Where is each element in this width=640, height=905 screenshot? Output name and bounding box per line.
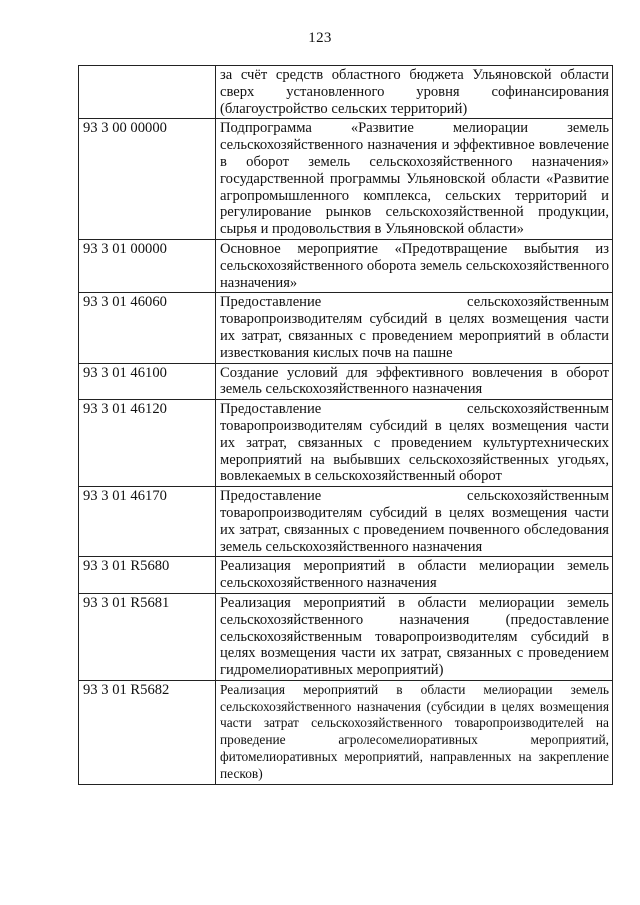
table-row (79, 487, 613, 557)
table-row (79, 66, 613, 119)
row-description: Реализация мероприятий в области мелиорации земель сельскохозяйственного назначения (субсидии в целях возмещения части затрат сельскохозяйственного товаропроизводителей на проведение агролесомелиоративных мероприятий, фитомелиоративных мероприятий, направленных на закрепление песков) (216, 680, 613, 784)
row-code: 93 3 01 46120 (79, 400, 216, 487)
row-code: 93 3 01 00000 (79, 239, 216, 292)
row-description: Создание условий для эффективного вовлечения в оборот земель сельскохозяйственного назначения (216, 363, 613, 400)
table-row (79, 119, 613, 240)
row-description: Предоставление сельскохозяйственным товаропроизводителям субсидий в целях возмещения части их затрат, связанных с проведением почвенного обследования земель сельскохозяйственного назначения (216, 487, 613, 557)
table-row (79, 239, 613, 292)
row-code (79, 66, 216, 119)
row-code: 93 3 00 00000 (79, 119, 216, 240)
row-code: 93 3 01 R5681 (79, 593, 216, 680)
table-row (79, 680, 613, 784)
row-code: 93 3 01 R5680 (79, 557, 216, 594)
table-row (79, 293, 613, 363)
row-code: 93 3 01 46060 (79, 293, 216, 363)
row-description: Подпрограмма «Развитие мелиорации земель сельскохозяйственного назначения и эффективное вовлечение в оборот земель сельскохозяйственного назначения» государственной программы Ульяновской области «Развитие агропромышленного комплекса, сельских территорий и регулирование рынков сельскохозяйственной продукции, сырья и продовольствия в Ульяновской области» (216, 119, 613, 240)
row-description: Предоставление сельскохозяйственным товаропроизводителям субсидий в целях возмещения части их затрат, связанных с проведением культуртехнических мероприятий на выбывших сельскохозяйственных угодьях, вовлекаемых в сельскохозяйственный оборот (216, 400, 613, 487)
row-description: Предоставление сельскохозяйственным товаропроизводителям субсидий в целях возмещения части их затрат, связанных с проведением мероприятий в области известкования кислых почв на пашне (216, 293, 613, 363)
row-description: Основное мероприятие «Предотвращение выбытия из сельскохозяйственного оборота земель сельскохозяйственного назначения» (216, 239, 613, 292)
page-number: 123 (308, 30, 332, 46)
table-row (79, 593, 613, 680)
row-code: 93 3 01 46170 (79, 487, 216, 557)
table-row (79, 557, 613, 594)
row-description: Реализация мероприятий в области мелиорации земель сельскохозяйственного назначения (216, 557, 613, 594)
row-description: за счёт средств областного бюджета Ульяновской области сверх установленного уровня софинансирования (благоустройство сельских территорий) (216, 66, 613, 119)
row-description: Реализация мероприятий в области мелиорации земель сельскохозяйственного назначения (предоставление сельскохозяйственным товаропроизводителям субсидий в целях возмещения части их затрат, связанных с проведением гидромелиоративных мероприятий) (216, 593, 613, 680)
row-code: 93 3 01 46100 (79, 363, 216, 400)
row-code: 93 3 01 R5682 (79, 680, 216, 784)
budget-classification-table (78, 65, 613, 785)
table-row (79, 400, 613, 487)
table-row (79, 363, 613, 400)
